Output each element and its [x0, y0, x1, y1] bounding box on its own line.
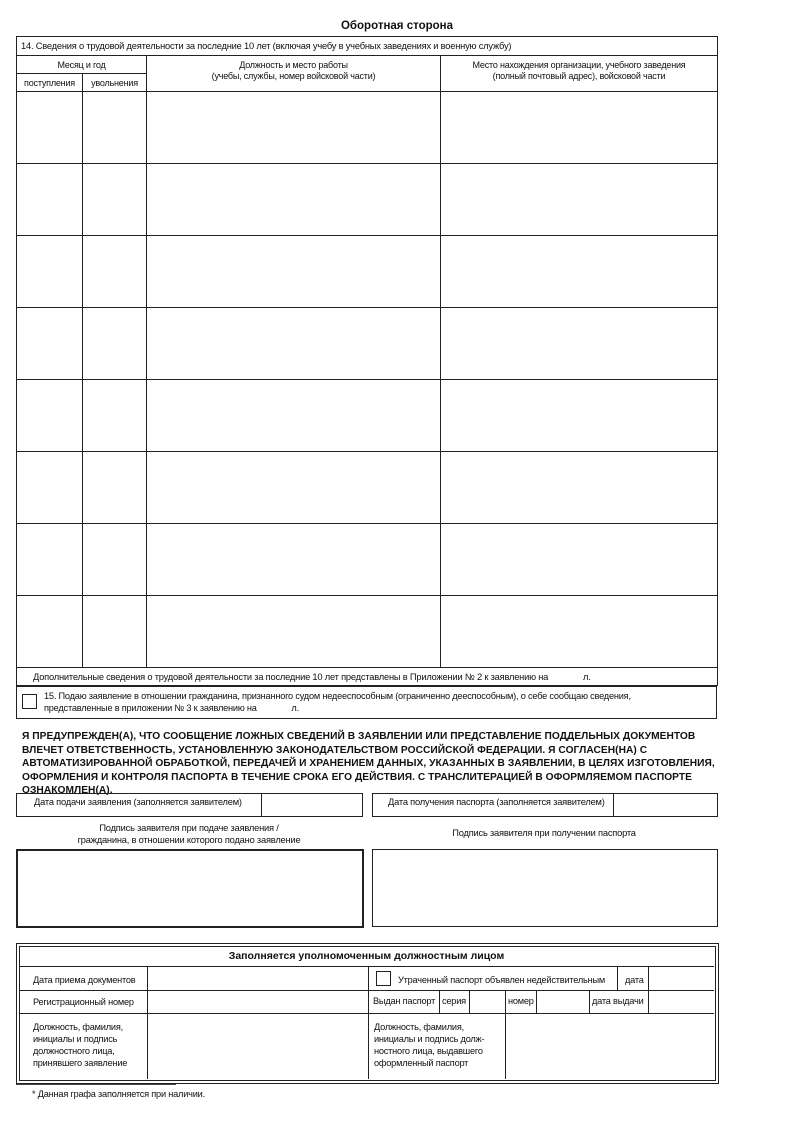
- location-cell[interactable]: [441, 380, 718, 452]
- extra-info-row: [17, 668, 718, 686]
- divider: [505, 990, 506, 1079]
- work-history-row: [17, 596, 718, 668]
- lost-passport-checkbox[interactable]: [376, 971, 391, 986]
- footnote-rule: [16, 1084, 176, 1085]
- date-field[interactable]: [650, 969, 713, 989]
- section-14-title: 14. Сведения о трудовой деятельности за последние 10 лет (включая учебу в учебных заведениях и военную службу): [17, 37, 718, 56]
- accepted-by-label-line: инициалы и подпись: [33, 1034, 118, 1044]
- issued-by-label-line: инициалы и подпись долж-: [374, 1034, 485, 1044]
- column-header-position: [147, 56, 441, 92]
- position-cell[interactable]: [147, 452, 441, 524]
- series-label: серия: [442, 996, 466, 1006]
- divider: [19, 990, 714, 991]
- start-cell[interactable]: [17, 236, 83, 308]
- receive-signature-caption: Подпись заявителя при получении паспорта: [452, 828, 636, 838]
- position-cell[interactable]: [147, 92, 441, 164]
- reg-number-label: Регистрационный номер: [33, 997, 134, 1007]
- receive-date-field[interactable]: [615, 795, 715, 814]
- start-cell[interactable]: [17, 380, 83, 452]
- receive-signature-box[interactable]: [372, 849, 718, 927]
- position-cell[interactable]: [147, 236, 441, 308]
- accepted-by-label-line: должностного лица,: [33, 1046, 115, 1056]
- location-header-line1: Место нахождения организации, учебного заведения: [472, 60, 686, 70]
- start-cell[interactable]: [17, 164, 83, 236]
- end-cell[interactable]: [83, 164, 147, 236]
- extra-info-suffix: л.: [582, 671, 591, 682]
- submit-date-field[interactable]: [263, 795, 359, 814]
- location-header-line2: (полный почтовый адрес), войсковой части: [492, 71, 666, 81]
- start-cell[interactable]: [17, 596, 83, 668]
- position-cell[interactable]: [147, 308, 441, 380]
- divider: [536, 990, 537, 1013]
- divider: [439, 990, 440, 1013]
- section-15-text: [44, 690, 704, 714]
- location-cell[interactable]: [441, 164, 718, 236]
- divider: [261, 793, 262, 816]
- end-cell[interactable]: [83, 236, 147, 308]
- submit-signature-caption-line1: Подпись заявителя при подаче заявления /: [99, 823, 279, 833]
- location-cell[interactable]: [441, 524, 718, 596]
- section-15-checkbox[interactable]: [22, 694, 37, 709]
- position-cell[interactable]: [147, 524, 441, 596]
- accepted-by-label-line: принявшего заявление: [33, 1058, 128, 1068]
- column-header-start: поступления: [17, 74, 83, 92]
- end-cell[interactable]: [83, 308, 147, 380]
- start-cell[interactable]: [17, 524, 83, 596]
- receive-date-label: Дата получения паспорта (заполняется заявителем): [388, 797, 605, 807]
- issued-by-label-line: ностного лица, выдавшего: [374, 1046, 483, 1056]
- divider: [589, 990, 590, 1013]
- date-label: дата: [625, 975, 644, 985]
- divider: [648, 967, 649, 1013]
- divider: [469, 990, 470, 1013]
- position-header-line2: (учебы, службы, номер войсковой части): [211, 71, 376, 81]
- location-cell[interactable]: [441, 308, 718, 380]
- accepted-by-signature-field[interactable]: [149, 1015, 366, 1077]
- work-history-row: [17, 380, 718, 452]
- work-history-row: [17, 524, 718, 596]
- divider: [147, 967, 148, 1079]
- submit-date-label: Дата подачи заявления (заполняется заявителем): [34, 797, 242, 807]
- end-cell[interactable]: [83, 524, 147, 596]
- footnote: * Данная графа заполняется при наличии.: [32, 1089, 205, 1099]
- work-history-row: [17, 452, 718, 524]
- start-cell[interactable]: [17, 452, 83, 524]
- official-block-title: Заполняется уполномоченным должностным лицом: [19, 946, 714, 967]
- start-cell[interactable]: [17, 92, 83, 164]
- work-history-row: [17, 308, 718, 380]
- accepted-by-label-line: Должность, фамилия,: [33, 1022, 123, 1032]
- page-title: Оборотная сторона: [340, 20, 453, 32]
- number-field[interactable]: [538, 992, 588, 1012]
- work-history-row: [17, 92, 718, 164]
- submit-signature-box[interactable]: [16, 849, 364, 928]
- issued-by-signature-field[interactable]: [507, 1015, 713, 1077]
- section-15-line2: [44, 702, 704, 714]
- section-15-line1: 15. Подаю заявление в отношении гражданина, признанного судом недееспособным (ограниченно дееспособным), о себе сообщаю сведения,: [44, 691, 631, 701]
- column-header-end: увольнения: [83, 74, 147, 92]
- location-cell[interactable]: [441, 92, 718, 164]
- end-cell[interactable]: [83, 452, 147, 524]
- warning-statement: Я ПРЕДУПРЕЖДЕН(А), ЧТО СООБЩЕНИЕ ЛОЖНЫХ СВЕДЕНИЙ В ЗАЯВЛЕНИИ ИЛИ ПРЕДСТАВЛЕНИЕ ПОДДЕЛЬНЫХ ДОКУМЕНТОВ ВЛЕЧЕТ ОТВЕТСТВЕННОСТЬ, УСТАНОВЛЕННУЮ ЗАКОНОДАТЕЛЬСТВОМ РОССИЙСКОЙ ФЕДЕРАЦИИ. Я СОГЛАСЕН(НА) С АВТОМАТИЗИРОВАННОЙ ОБРАБОТКОЙ, ПЕРЕДАЧЕЙ И ХРАНЕНИЕМ ДАННЫХ, УКАЗАННЫХ В ЗАЯВЛЕНИИ, В ЦЕЛЯХ ИЗГОТОВЛЕНИЯ, ОФОРМЛЕНИЯ И КОНТРОЛЯ ПАСПОРТА В ТЕЧЕНИЕ СРОКА ЕГО ДЕЙСТВИЯ. С ТРАНСЛИТЕРАЦИЕЙ В ОФОРМЛЯЕМОМ ПАСПОРТЕ ОЗНАКОМЛЕН(А).: [22, 731, 715, 797]
- end-cell[interactable]: [83, 380, 147, 452]
- issued-by-label-line: оформленный паспорт: [374, 1058, 469, 1068]
- position-header-line1: Должность и место работы: [239, 60, 348, 70]
- column-header-location: [441, 56, 718, 92]
- divider: [19, 1013, 714, 1014]
- reg-number-field[interactable]: [149, 992, 366, 1012]
- column-header-month-year: Месяц и год: [17, 56, 147, 74]
- position-cell[interactable]: [147, 596, 441, 668]
- acceptance-date-label: Дата приема документов: [33, 975, 136, 985]
- location-cell[interactable]: [441, 596, 718, 668]
- issue-date-label: дата выдачи: [592, 996, 644, 1006]
- location-cell[interactable]: [441, 452, 718, 524]
- extra-info-text: Дополнительные сведения о трудовой деятельности за последние 10 лет представлены в Приложении № 2 к заявлению на: [33, 671, 549, 682]
- work-history-row: [17, 236, 718, 308]
- issued-passport-label: Выдан паспорт: [373, 996, 436, 1006]
- issued-by-label-line: Должность, фамилия,: [374, 1022, 464, 1032]
- end-cell[interactable]: [83, 92, 147, 164]
- acceptance-date-field[interactable]: [149, 969, 366, 989]
- issue-date-field[interactable]: [650, 992, 713, 1012]
- end-cell[interactable]: [83, 596, 147, 668]
- series-field[interactable]: [471, 992, 504, 1012]
- divider: [368, 967, 369, 1079]
- position-cell[interactable]: [147, 164, 441, 236]
- issued-by-label: [374, 1021, 502, 1069]
- submit-signature-caption-line2: гражданина, в отношении которого подано заявление: [77, 835, 301, 845]
- work-history-table: [16, 36, 718, 686]
- submit-signature-caption: [16, 822, 362, 846]
- divider: [613, 793, 614, 816]
- location-cell[interactable]: [441, 236, 718, 308]
- lost-passport-label: Утраченный паспорт объявлен недействительным: [398, 975, 606, 985]
- position-cell[interactable]: [147, 380, 441, 452]
- divider: [617, 967, 618, 990]
- start-cell[interactable]: [17, 308, 83, 380]
- section-15-suffix: л.: [291, 703, 299, 713]
- work-history-row: [17, 164, 718, 236]
- accepted-by-label: [33, 1021, 145, 1069]
- section-15-line2-text: представленные в приложении № 3 к заявлению на: [44, 703, 257, 713]
- number-label: номер: [508, 996, 534, 1006]
